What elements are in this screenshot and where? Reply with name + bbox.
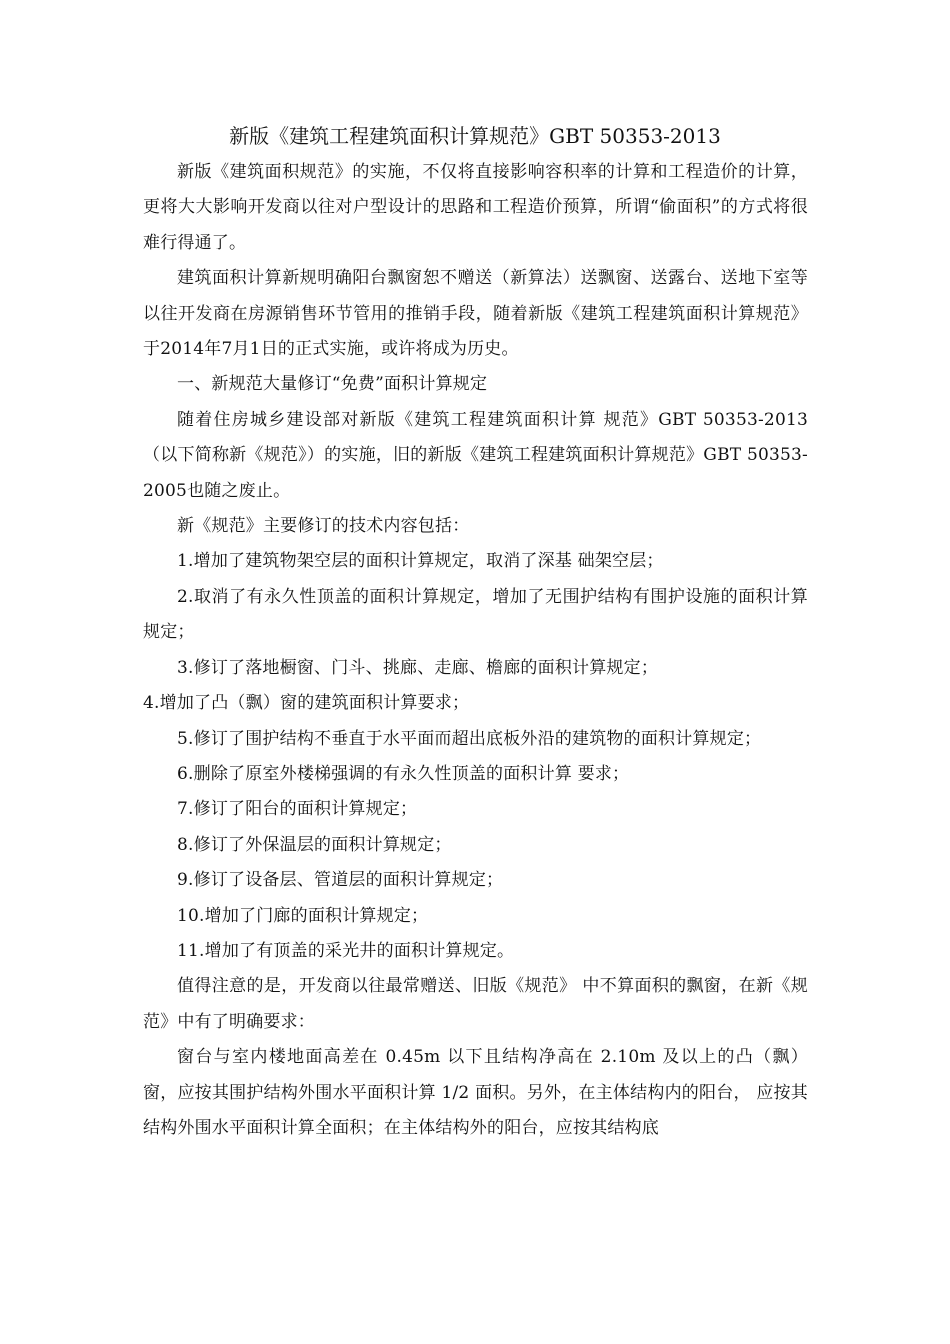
paragraph-bay-window-note: 值得注意的是，开发商以往最常赠送、旧版《规范》 中不算面积的飘窗，在新《规范》中有了明确要求：	[143, 976, 808, 1032]
list-item-6: 6.删除了原室外楼梯强调的有永久性顶盖的面积计算 要求；	[177, 763, 630, 784]
paragraph-bay-window-rule: 窗台与室内楼地面高差在 0.45m 以下且结构净高在 2.10m 及以上的凸（飘）窗，应按其围护结构外围水平面积计算 1/2 面积。另外，在主体结构内的阳台， 应按其结构外围水平面积计算全面积；在主体结构外的阳台，应按其结构底	[143, 1047, 808, 1138]
paragraph-implementation: 随着住房城乡建设部对新版《建筑工程建筑面积计算 规范》GBT 50353-2013（以下简称新《规范》）的实施，旧的新版《建筑工程建筑面积计算规范》GBT 50353-2005也随之废止。	[143, 409, 808, 501]
list-item-7: 7.修订了阳台的面积计算规定；	[177, 799, 418, 820]
list-item-4: 4.增加了凸（飘）窗的建筑面积计算要求；	[143, 693, 470, 714]
list-item-3: 3.修订了落地橱窗、门斗、挑廊、走廊、檐廊的面积计算规定；	[177, 657, 659, 678]
list-item-9: 9.修订了设备层、管道层的面积计算规定；	[177, 870, 504, 891]
paragraph-new-rules: 建筑面积计算新规明确阳台飘窗恕不赠送（新算法）送飘窗、送露台、送地下室等以往开发商在房源销售环节管用的推销手段，随着新版《建筑工程建筑面积计算规范》于2014年7月1日的正式实施，或许将成为历史。	[143, 268, 808, 360]
list-item-10: 10.增加了门廊的面积计算规定；	[177, 905, 429, 926]
list-item-8: 8.修订了外保温层的面积计算规定；	[177, 834, 452, 855]
list-item-11: 11.增加了有顶盖的采光井的面积计算规定。	[177, 940, 515, 961]
paragraph-intro: 新版《建筑面积规范》的实施，不仅将直接影响容积率的计算和工程造价的计算，更将大大影响开发商以往对户型设计的思路和工程造价预算，所谓“偷面积”的方式将很难行得通了。	[143, 162, 808, 253]
list-item-1: 1.增加了建筑物架空层的面积计算规定，取消了深基 础架空层；	[177, 551, 664, 572]
list-item-5: 5.修订了围护结构不垂直于水平面而超出底板外沿的建筑物的面积计算规定；	[177, 728, 762, 749]
document-title: 新版《建筑工程建筑面积计算规范》GBT 50353-2013	[229, 124, 721, 148]
list-item-2: 2.取消了有永久性顶盖的面积计算规定，增加了无围护结构有围护设施的面积计算规定；	[143, 586, 808, 643]
paragraph-revisions-intro: 新《规范》主要修订的技术内容包括：	[177, 516, 470, 537]
document-body	[143, 155, 808, 1146]
section-heading-1: 一、新规范大量修订“免费”面积计算规定	[177, 374, 488, 395]
